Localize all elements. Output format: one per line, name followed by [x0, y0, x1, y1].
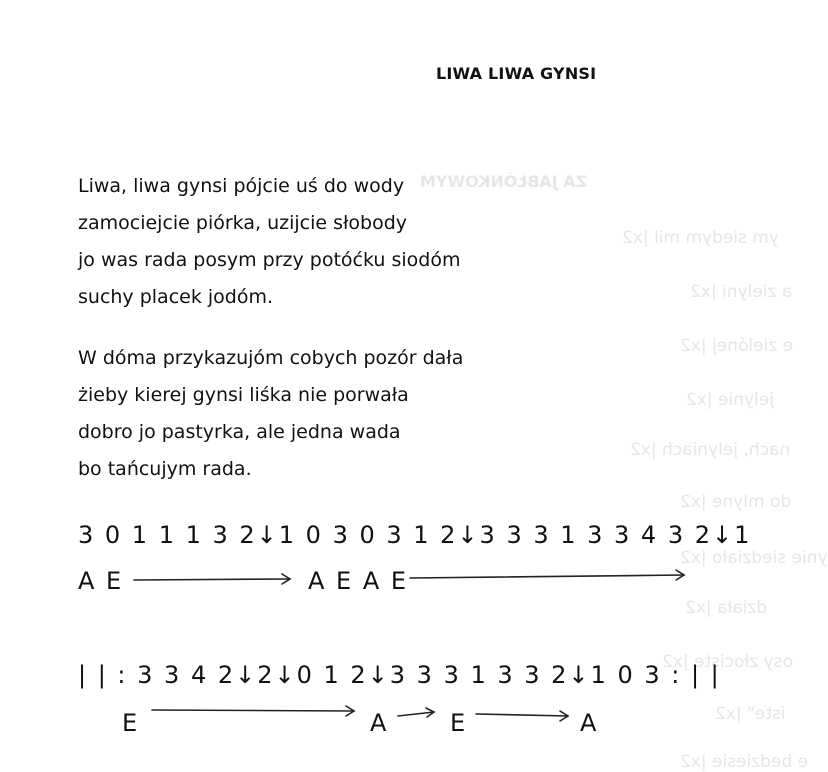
song-title: LIWA LIWA GYNSI	[436, 64, 597, 83]
verse-line: Liwa, liwa gynsi pójcie uś do wody	[78, 175, 405, 197]
bleed-through-line: iste" |x2	[715, 704, 786, 724]
verse-line: W dóma przykazujóm cobych pozór dała	[78, 347, 464, 369]
arrow-icon	[152, 706, 354, 716]
chord-label: E	[450, 709, 468, 737]
verse-line: dobro jo pastyrka, ale jedna wada	[78, 421, 401, 443]
chord-label: A	[370, 709, 389, 737]
verse-line: suchy placek jodóm.	[78, 286, 274, 308]
chord-label: E	[122, 709, 140, 737]
chord-label: A	[580, 709, 599, 737]
chord-label: A E A E	[308, 567, 409, 595]
notation-row-1: 3 0 1 1 1 3 2↓1 0 3 0 3 1 2↓3 3 3 1 3 3 4 3 2↓1	[78, 521, 752, 549]
bleed-through-title: ZA JABŁÓNKOWYM	[420, 172, 588, 191]
arrow-icon	[134, 574, 290, 584]
bleed-through-line: działa |x2	[685, 598, 768, 618]
arrow-icon	[410, 570, 684, 580]
bleed-through-line: e zielónej |x2	[680, 336, 794, 356]
bleed-through-line: jelynie |x2	[686, 390, 774, 410]
verse-line: bo tańcujym rada.	[78, 458, 252, 480]
bleed-through-line: a zielyni |x2	[690, 282, 793, 302]
verse-line: jo was rada posym przy potóćku siodóm	[78, 249, 461, 271]
bleed-through-line: ym siedym mil |x2	[622, 228, 779, 248]
bleed-through-line: nach, jelyniach |x2	[630, 440, 791, 460]
verse-line: zamociejcie piórka, uzijcie słobody	[78, 212, 408, 234]
bleed-through-line: do mlyne |x2	[680, 492, 792, 512]
chord-label: A E	[78, 567, 124, 595]
arrow-icon	[476, 711, 568, 721]
notation-row-2: | | : 3 3 4 2↓2↓0 1 2↓3 3 3 1 3 3 2↓1 0 3 : | |	[78, 661, 721, 689]
verse-line: żieby kierej gynsi liśka nie porwała	[78, 384, 409, 406]
bleed-through-line: e bedziesie |x2	[680, 752, 809, 772]
bleed-through-line: osy złociste |x2	[662, 652, 793, 672]
arrow-icon	[398, 708, 434, 717]
bleed-through-line: ynie siedziało |x2	[680, 548, 828, 568]
